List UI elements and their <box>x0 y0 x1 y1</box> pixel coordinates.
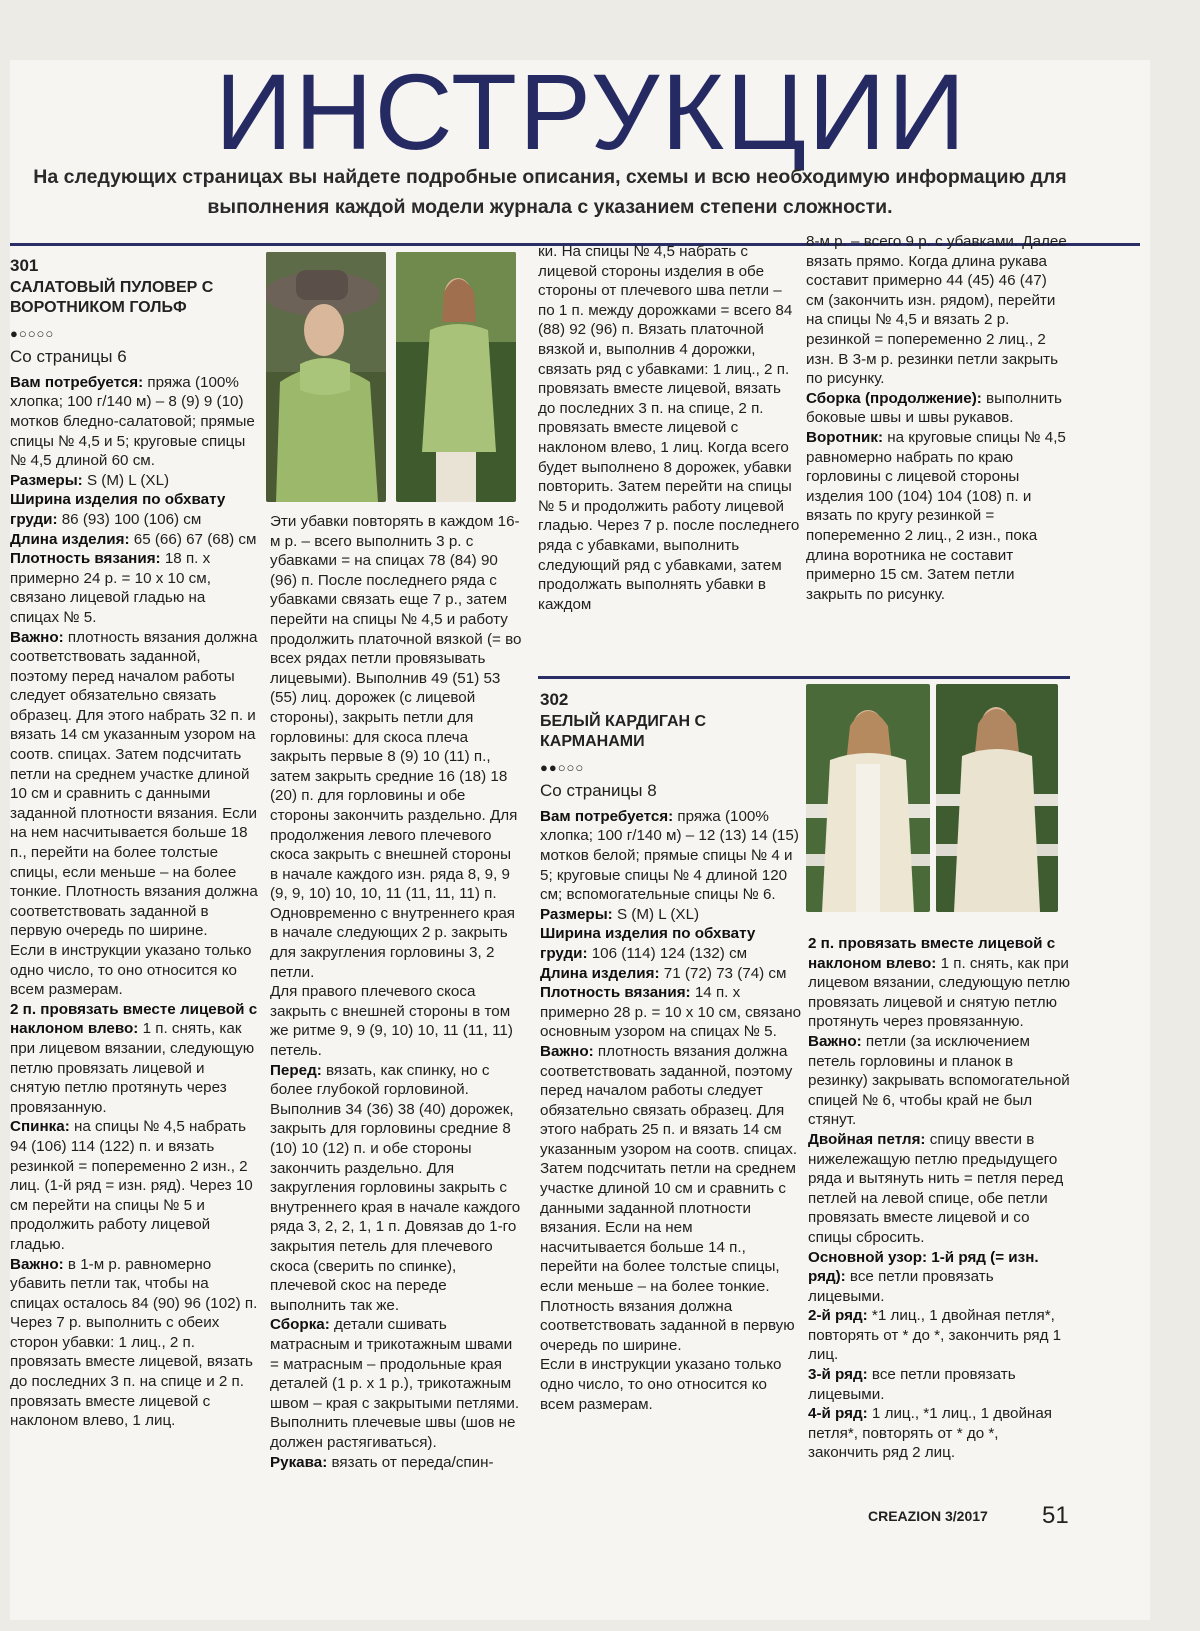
paragraph-text: Для правого плечевого скоса закрыть с внешней стороны в том же ритме 9, 9 (9, 10) 10, 11 (11, 11) петель. <box>270 983 513 1060</box>
paragraph-label: Ширина изделия по обхвату груди: <box>10 491 226 528</box>
paragraph-label: Основной узор: 1-й ряд (= изн. ряд): <box>808 1248 1039 1286</box>
column-4-top <box>806 232 1068 604</box>
paragraph-text: 8-м р. – всего 9 р. с убавками. Далее вязать прямо. Когда длина рукава составит примерно 44 (45) 46 (47) см (закончить изн. рядом), перейти на спицы № 4,5 и вязать 2 р. резинкой = попеременно 2 лиц., 2 изн. В 3-м р. резинки петли закрыть по рисунку. <box>806 233 1067 388</box>
paragraph <box>270 1061 522 1316</box>
paragraph-label: Важно: <box>10 628 64 646</box>
model-number: 301 <box>10 256 39 275</box>
paragraph-text: вязать от переда/спин- <box>327 1453 494 1471</box>
paragraph <box>540 924 802 963</box>
paragraph-label: Плотность вязания: <box>540 984 691 1002</box>
paragraph-text: 86 (93) 100 (106) см <box>57 510 202 528</box>
paragraph <box>10 1000 258 1118</box>
photo-white-cardigan-front <box>806 684 930 912</box>
difficulty-rating: ●○○○○ <box>10 325 55 341</box>
paragraph <box>270 1315 522 1452</box>
paragraph-label: Плотность вязания: <box>10 550 161 568</box>
column-text <box>806 232 1068 604</box>
column-3-bottom <box>540 690 802 1414</box>
photo-green-sweater-full <box>396 252 516 502</box>
paragraph <box>540 807 802 905</box>
page-number: 51 <box>1042 1502 1069 1529</box>
paragraph <box>540 1355 802 1414</box>
column-text <box>808 934 1070 1463</box>
paragraph <box>806 389 1068 428</box>
paragraph <box>10 549 258 627</box>
column-text <box>538 242 800 614</box>
paragraph-label: Важно: <box>10 1255 64 1273</box>
paragraph <box>540 1042 802 1356</box>
paragraph-text: детали сшивать матрасным и трикотажным швами = матрасным – продольные края деталей (1 р. х 1 р.), трикотажным швом – края с закрытыми петлями. Выполнить плечевые швы (шов не должен растягиваться). <box>270 1316 520 1451</box>
paragraph <box>270 512 522 982</box>
paragraph-text: Если в инструкции указано только одно число, то оно относится ко всем размерам. <box>10 942 252 999</box>
from-page: Со страницы 8 <box>540 781 657 801</box>
paragraph-label: Воротник: <box>806 428 884 446</box>
paragraph-label: Спинка: <box>10 1118 70 1136</box>
model-title: БЕЛЫЙ КАРДИГАН С КАРМАНАМИ <box>540 712 707 750</box>
paragraph-label: 4-й ряд: <box>808 1405 868 1423</box>
paragraph <box>10 373 258 471</box>
paragraph <box>10 941 258 1000</box>
from-page: Со страницы 6 <box>10 347 127 367</box>
paragraph <box>540 905 802 925</box>
paragraph-label: Длина изделия: <box>10 530 130 548</box>
column-2 <box>270 512 522 1472</box>
paragraph-text: на круговые спицы № 4,5 равномерно набрать по краю горловины с лицевой стороны изделия 100 (104) 104 (108) п. и вязать по кругу резинкой = попеременно 2 лиц., 2 изн., пока длина воротника не составит примерно 15 см. Затем петли закрыть по рисунку. <box>806 428 1066 603</box>
paragraph-text: Если в инструкции указано только одно число, то оно относится ко всем размерам. <box>540 1356 782 1413</box>
paragraph <box>270 982 522 1060</box>
paragraph-label: Ширина изделия по обхвату груди: <box>540 925 756 962</box>
paragraph-text: S (M) L (XL) <box>82 471 170 489</box>
model-title: САЛАТОВЫЙ ПУЛОВЕР С ВОРОТНИКОМ ГОЛЬФ <box>10 278 214 316</box>
paragraph <box>10 471 258 491</box>
paragraph-text: 71 (72) 73 (74) см <box>659 964 787 982</box>
page-title: ИНСТРУКЦИИ <box>215 51 968 172</box>
paragraph <box>10 490 258 529</box>
model-number: 302 <box>540 690 569 709</box>
paragraph-text: 1 п. снять, как при лицевом вязании, следующую петлю провязать лицевой и снятую петлю протянуть через провязанную. <box>10 1020 255 1116</box>
paragraph <box>806 232 1068 389</box>
paragraph <box>538 242 800 614</box>
paragraph-label: 2-й ряд: <box>808 1307 868 1325</box>
paragraph-label: Размеры: <box>10 471 83 489</box>
paragraph <box>270 1453 522 1473</box>
paragraph <box>540 964 802 984</box>
paragraph-text: все петли провязать лицевыми. <box>808 1366 1016 1403</box>
paragraph-text: на спицы № 4,5 набрать 94 (106) 114 (122) п. и вязать резинкой = попеременно 2 изн., 2 лиц. (1-й ряд = изн. ряд). Через 10 см перейти на спицы № 5 и продолжить работу лицевой гладью. <box>10 1118 253 1253</box>
magazine-issue: CREAZION 3/2017 <box>868 1508 988 1524</box>
paragraph-label: 2 п. провязать вместе лицевой с наклоном влево: <box>10 1000 258 1038</box>
difficulty-rating: ●●○○○ <box>540 759 585 775</box>
paragraph-text: 106 (114) 124 (132) см <box>587 944 748 962</box>
paragraph-text: выполнить боковые швы и швы рукавов. <box>806 389 1062 427</box>
paragraph-text: пряжа (100% хлопка; 100 г/140 м) – 8 (9) 9 (10) мотков бледно-салатовой; прямые спицы № 4,5 и 5; круговые спицы № 4,5 длиной 60 см. <box>10 373 255 470</box>
intro-text: На следующих страницах вы найдете подробные описания, схемы и всю необходимую информацию для выполнения каждой модели журнала с указанием степени сложности. <box>33 166 1067 218</box>
section-rule <box>538 676 1070 679</box>
photo-green-sweater-hat <box>266 252 386 502</box>
paragraph <box>806 428 1068 604</box>
paragraph-label: Длина изделия: <box>540 964 660 982</box>
paragraph <box>10 1255 258 1431</box>
paragraph <box>808 934 1070 1032</box>
paragraph-label: Вам потребуется: <box>10 373 144 391</box>
paragraph-label: Рукава: <box>270 1453 328 1471</box>
paragraph <box>808 1130 1070 1248</box>
paragraph-text: в 1-м р. равномерно убавить петли так, чтобы на спицах осталось 84 (90) 96 (102) п. Через 7 р. выполнить с обеих сторон убавки: 1 лиц., 2 п. провязать вместе лицевой, вязать до последних 3 п. на спице и 2 п. провязать вместе лицевой с наклоном влево, 1 лиц. <box>10 1255 258 1430</box>
paragraph <box>808 1404 1070 1463</box>
column-text <box>540 807 802 1414</box>
paragraph-label: Двойная петля: <box>808 1130 926 1148</box>
paragraph-label: 2 п. провязать вместе лицевой с наклоном влево: <box>808 935 1056 972</box>
photo-white-cardigan-side <box>936 684 1058 912</box>
paragraph <box>10 1117 258 1254</box>
paragraph-label: 3-й ряд: <box>808 1366 868 1384</box>
paragraph <box>10 530 258 550</box>
paragraph-text: петли (за исключением петель горловины и планок в резинку) закрывать вспомогательной спицей № 6, чтобы край не был стянут. <box>808 1032 1070 1129</box>
paragraph-text: Эти убавки повторять в каждом 16-м р. – всего выполнить 3 р. с убавками = на спицах 78 (84) 90 (96) п. После последнего ряда с убавками связать еще 7 р., затем перейти на спицы № 4,5 и работу продолжить платочной вязкой (= во всех рядах петли провязывать лицевыми). Выполнив 49 (51) 53 (55) лиц. дорожек (с лицевой стороны), закрыть петли для горловины: для скоса плеча закрыть первые 8 (9) 10 (11) п., затем закрыть средние 16 (18) 18 (20) п. для горловины и обе стороны закончить раздельно. Для продолжения левого плечевого скоса закрыть с внешней стороны в начале каждого изн. ряда 8, 9, 9 (9, 9, 10) 10, 10, 11 (11, 11, 11) п. Одновременно с внутреннего края в начале следующих 2 р. закрыть для закругления горловины 3, 2 петли. <box>270 513 522 981</box>
paragraph-text: все петли провязать лицевыми. <box>808 1268 994 1305</box>
paragraph <box>808 1306 1070 1365</box>
paragraph <box>808 1248 1070 1307</box>
paragraph <box>808 1032 1070 1130</box>
paragraph <box>808 1365 1070 1404</box>
paragraph-text: 14 п. х примерно 28 р. = 10 х 10 см, связано основным узором на спицах № 5. <box>540 984 802 1041</box>
paragraph-text: ки. На спицы № 4,5 набрать с лицевой стороны изделия в обе стороны от плечевого шва петли – по 1 п. между дорожками = всего 84 (88) 92 (96) п. Вязать платочной вязкой и, выполнив 4 дорожки, связать ряд с убавками: 1 лиц., 2 п. провязать вместе лицевой, вязать до последних 3 п. на спице, 2 п. провязать вместе лицевой с наклоном влево, 1 лиц. Когда всего будет выполнено 8 дорожек, убавки повторить. Затем перейти на спицы № 5 и продолжить работу лицевой гладью. Через 7 р. после последнего ряда с убавками, выполнить следующий ряд с убавками, затем продолжать выполнять убавки в каждом <box>538 243 800 613</box>
paragraph-label: Размеры: <box>540 905 613 923</box>
paragraph-label: Сборка: <box>270 1316 330 1334</box>
paragraph-text: плотность вязания должна соответствовать заданной, поэтому перед началом работы следует обязательно связать образец. Для этого набрать 25 п. и вязать 14 см указанным узором на соотв. спицах. Затем подсчитать петли на среднем участке длиной 10 см и сравнить с данными заданной плотности вязания. Если на нем насчитывается больше 14 п., перейти на более толстые спицы, если меньше – на более тонкие. Плотность вязания должна соответствовать заданной в первую очередь по ширине. <box>540 1042 798 1354</box>
paragraph-text: спицу ввести в нижележащую петлю предыдущего ряда и вытянуть нить = петля перед петлей на левой спице, обе петли провязать вместе лицевой и со спицы сбросить. <box>808 1130 1064 1246</box>
column-text <box>270 512 522 1472</box>
paragraph-label: Важно: <box>540 1042 594 1060</box>
paragraph-text: 1 лиц., *1 лиц., 1 двойная петля*, повторять от * до *, закончить ряд 2 лиц. <box>808 1405 1052 1462</box>
paragraph-text: *1 лиц., 1 двойная петля*, повторять от * до *, закончить ряд 1 лиц. <box>808 1307 1062 1364</box>
paragraph <box>10 628 258 942</box>
paragraph-text: вязать, как спинку, но с более глубокой горловиной. Выполнив 34 (36) 38 (40) дорожек, закрыть для горловины средние 8 (10) 10 (12) п. и обе стороны закончить раздельно. Для закругления горловины закрыть с внутреннего края в начале каждого ряда 3, 2, 2, 1, 1 п. Довязав до 1-го закрытия петель для плечевого скоса (сверить по спинке), плечевой скос на переде выполнить так же. <box>270 1061 521 1314</box>
paragraph-label: Перед: <box>270 1061 322 1079</box>
paragraph <box>540 983 802 1042</box>
paragraph-text: 65 (66) 67 (68) см <box>129 530 257 548</box>
column-1 <box>10 256 258 1431</box>
paragraph-label: Сборка (продолжение): <box>806 389 982 407</box>
paragraph-text: S (M) L (XL) <box>612 905 700 923</box>
paragraph-text: пряжа (100% хлопка; 100 г/140 м) – 12 (13) 14 (15) мотков белой; прямые спицы № 4 и 5; круговые спицы № 4 длиной 120 см; вспомогательные спицы № 6. <box>540 807 799 904</box>
column-4-bottom <box>808 934 1070 1463</box>
paragraph-label: Важно: <box>808 1032 862 1050</box>
paragraph-text: 1 п. снять, как при лицевом вязании, следующую петлю провязать лицевой и снятую петлю протянуть через провязанную. <box>808 954 1070 1031</box>
column-3-top <box>538 242 800 614</box>
paragraph-label: Вам потребуется: <box>540 807 674 825</box>
paragraph-text: плотность вязания должна соответствовать заданной, поэтому перед началом работы следует обязательно связать образец. Для этого набрать 32 п. и вязать 14 см указанным узором на соотв. спицах. Затем подсчитать петли на среднем участке длиной 10 см и сравнить с данными заданной плотности вязания. Если на нем насчитывается больше 18 п., перейти на более толстые спицы, если меньше – на более тонкие. Плотность вязания должна соответствовать заданной в первую очередь по ширине. <box>10 628 258 940</box>
paragraph-text: 18 п. х примерно 24 р. = 10 х 10 см, связано лицевой гладью на спицах № 5. <box>10 550 211 626</box>
column-text <box>10 373 258 1431</box>
